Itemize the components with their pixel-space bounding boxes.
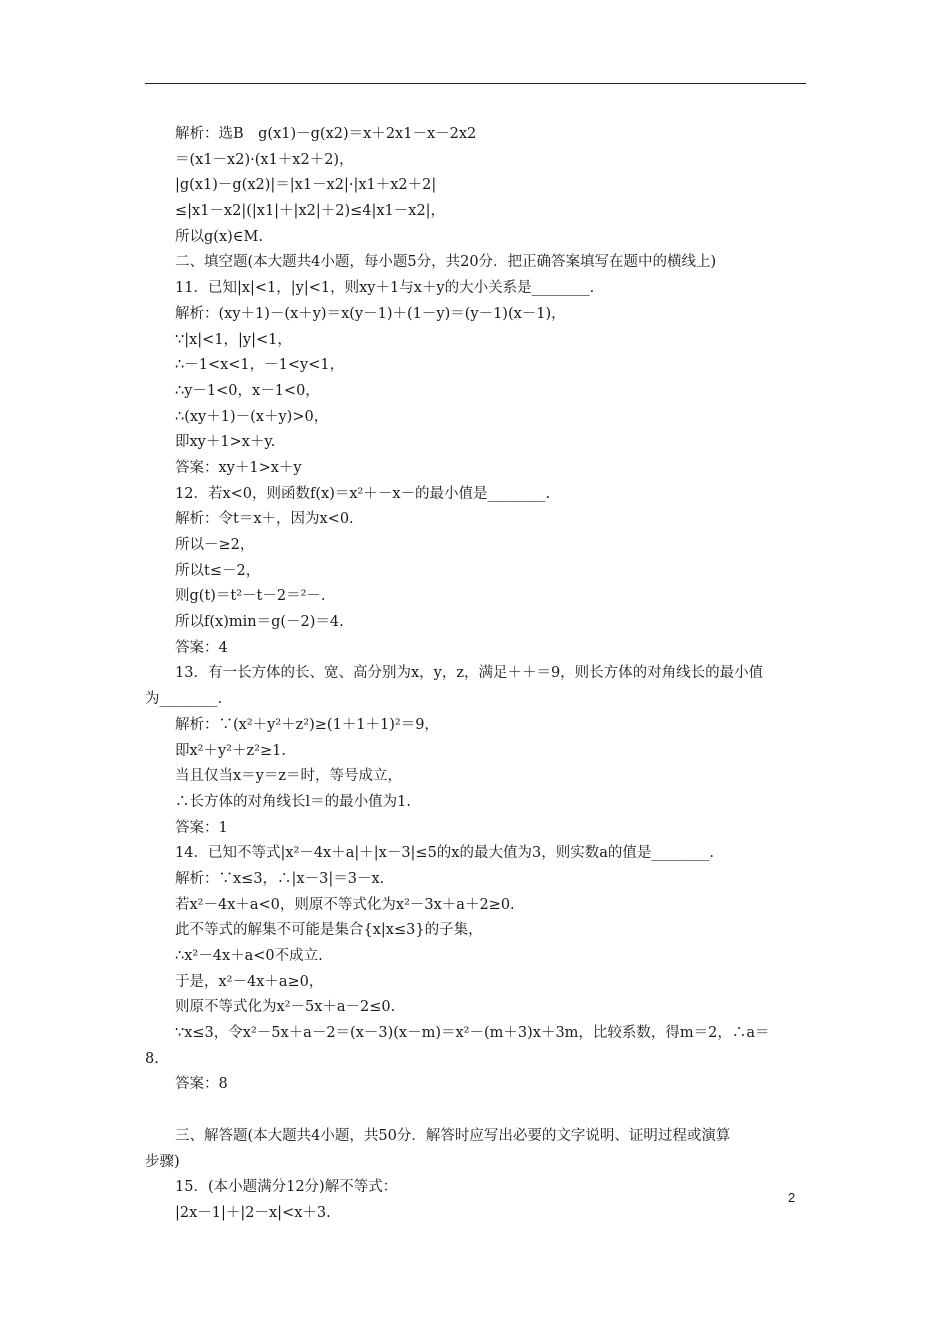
- text-line: 解析：∵x≤3，∴|x－3|＝3－x.: [175, 870, 385, 887]
- page-number: 2: [788, 1190, 796, 1205]
- text-line: 为________.: [145, 691, 223, 708]
- text-line: ∵x≤3，令x²－5x＋a－2＝(x－3)(x－m)＝x²－(m＋3)x＋3m，比较系数，得m＝2，∴a＝: [175, 1025, 770, 1042]
- text-line: ∴y－1<0，x－1<0，: [175, 382, 320, 399]
- text-line: 答案：1: [175, 819, 228, 836]
- text-line: ∴长方体的对角线长l＝的最小值为1.: [175, 793, 411, 810]
- text-line: 则原不等式化为x²－5x＋a－2≤0.: [175, 999, 396, 1016]
- text-line: 所以－≥2，: [175, 537, 255, 553]
- text-line: 当且仅当x＝y＝z＝时，等号成立，: [175, 768, 403, 785]
- text-line: 13．有一长方体的长、宽、高分别为x，y，z，满足＋＋＝9，则长方体的对角线长的最小值: [175, 665, 764, 682]
- text-line: 二、填空题(本大题共4小题，每小题5分，共20分．把正确答案填写在题中的横线上): [175, 254, 717, 271]
- text-line: ＝(x1－x2)·(x1＋x2＋2)，: [175, 151, 354, 168]
- blank-line: [145, 1098, 806, 1124]
- text-line: 解析：选B g(x1)－g(x2)＝x＋2x1－x－2x2: [175, 126, 477, 142]
- text-line: 15．(本小题满分12分)解不等式：: [175, 1179, 398, 1196]
- text-line: 8.: [145, 1050, 159, 1067]
- text-line: 步骤): [145, 1153, 180, 1170]
- text-line: 即x²＋y²＋z²≥1.: [175, 742, 286, 759]
- text-line: ∴x²－4x＋a<0不成立.: [175, 948, 323, 964]
- text-line: ∴(xy＋1)－(x＋y)>0，: [175, 408, 329, 425]
- text-line: 11．已知|x|<1，|y|<1，则xy＋1与x＋y的大小关系是________.: [175, 280, 595, 297]
- text-line: 于是，x²－4x＋a≥0，: [175, 973, 324, 990]
- text-line: 答案：8: [175, 1076, 228, 1093]
- text-line: 12．若x<0，则函数f(x)＝x²＋－x－的最小值是________.: [175, 485, 551, 502]
- text-line: 则g(t)＝t²－t－2＝²－.: [175, 588, 326, 605]
- text-line: 即xy＋1>x＋y.: [175, 434, 276, 451]
- text-line: 答案：xy＋1>x＋y: [175, 459, 302, 476]
- text-line: 若x²－4x＋a<0，则原不等式化为x²－3x＋a＋2≥0.: [175, 896, 515, 913]
- text-line: 答案：4: [175, 639, 228, 656]
- text-line: 所以g(x)∈M.: [175, 228, 263, 245]
- text-line: ≤|x1－x2|(|x1|＋|x2|＋2)≤4|x1－x2|，: [175, 203, 446, 220]
- text-line: 所以f(x)min＝g(－2)＝4.: [175, 614, 344, 631]
- header-rule: [145, 83, 806, 84]
- text-line: |g(x1)－g(x2)|＝|x1－x2|·|x1＋x2＋2|: [175, 177, 437, 194]
- text-line: 三、解答题(本大题共4小题，共50分．解答时应写出必要的文字说明、证明过程或演算: [175, 1127, 731, 1144]
- document-body: [145, 122, 806, 1227]
- text-line: 此不等式的解集不可能是集合{x|x≤3}的子集，: [175, 922, 483, 939]
- text-line: 解析：令t＝x＋，因为x<0.: [175, 511, 354, 528]
- text-line: 解析：∵(x²＋y²＋z²)≥(1＋1＋1)²＝9，: [175, 716, 439, 733]
- text-line: 14．已知不等式|x²－4x＋a|＋|x－3|≤5的x的最大值为3，则实数a的值是________.: [175, 845, 714, 862]
- text-line: ∴－1<x<1，－1<y<1，: [175, 357, 345, 374]
- text-line: 解析：(xy＋1)－(x＋y)＝x(y－1)＋(1－y)＝(y－1)(x－1)，: [175, 305, 566, 322]
- text-line: |2x－1|＋|2－x|<x＋3.: [175, 1204, 331, 1221]
- text-line: ∵|x|<1，|y|<1，: [175, 331, 292, 348]
- text-line: 所以t≤－2，: [175, 562, 261, 579]
